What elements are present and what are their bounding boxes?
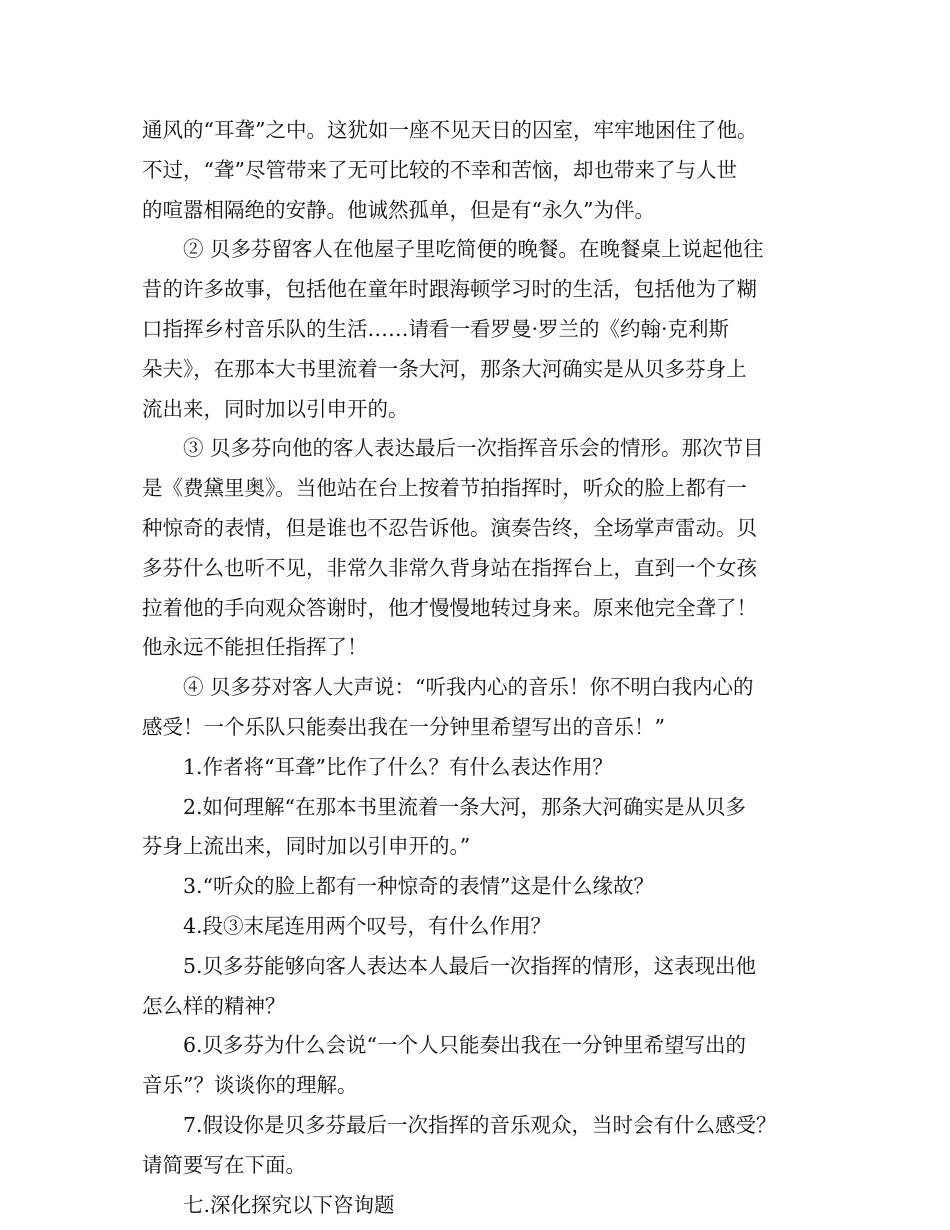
text-line: 是《费黛里奥》。当他站在台上按着节拍指挥时，听众的脸上都有一 — [142, 476, 747, 501]
question-7: 7.假设你是贝多芬最后一次指挥的音乐观众，当时会有什么感受？ — [183, 1112, 777, 1137]
text-line: 不过，“聋”尽管带来了无可比较的不幸和苦恼，却也带来了与人世 — [142, 157, 737, 182]
text-line: 口指挥乡村音乐队的生活……请看一看罗曼·罗兰的《约翰·克利斯 — [142, 316, 730, 341]
question-6: 6.贝多芬为什么会说“一个人只能奏出我在一分钟里希望写出的 — [183, 1033, 747, 1058]
text-line: 他永远不能担任指挥了！ — [142, 635, 368, 660]
question-3: 3.“听众的脸上都有一种惊奇的表情”这是什么缘故？ — [183, 874, 655, 899]
text-line: 请简要写在下面。 — [142, 1152, 306, 1177]
text-line: 芬身上流出来，同时加以引申开的。” — [142, 834, 471, 859]
text-line: 多芬什么也听不见，非常久非常久背身站在指挥台上，直到一个女孩 — [142, 555, 757, 580]
paragraph-4-start: ④ 贝多芬对客人大声说：“听我内心的音乐！你不明白我内心的 — [183, 675, 754, 700]
paragraph-3-start: ③ 贝多芬向他的客人表达最后一次指挥音乐会的情形。那次节目 — [183, 436, 764, 461]
section-heading: 七.深化探究以下咨询题 — [183, 1192, 395, 1217]
question-4: 4.段③末尾连用两个叹号，有什么作用？ — [183, 913, 552, 938]
text-line: 通风的“耳聋”之中。这犹如一座不见天日的囚室，牢牢地困住了他。 — [142, 118, 758, 142]
text-line: 朵夫》，在那本大书里流着一条大河，那条大河确实是从贝多芬身上 — [142, 356, 747, 381]
question-2: 2.如何理解“在那本书里流着一条大河，那条大河确实是从贝多 — [183, 794, 747, 819]
question-1: 1.作者将“耳聋”比作了什么？有什么表达作用？ — [183, 754, 614, 779]
text-line: 音乐”？谈谈你的理解。 — [142, 1073, 358, 1098]
text-line: 拉着他的手向观众答谢时，他才慢慢地转过身来。原来他完全聋了！ — [142, 595, 757, 620]
text-line: 怎么样的精神？ — [142, 993, 286, 1018]
text-line: 种惊奇的表情，但是谁也不忍告诉他。演奏告终，全场掌声雷动。贝 — [142, 515, 757, 540]
text-line: 感受！一个乐队只能奏出我在一分钟里希望写出的音乐！” — [142, 714, 665, 739]
paragraph-2-start: ② 贝多芬留客人在他屋子里吃简便的晚餐。在晚餐桌上说起他往 — [183, 237, 764, 262]
text-line: 流出来，同时加以引申开的。 — [142, 396, 409, 421]
text-line: 的喧嚣相隔绝的安静。他诚然孤单，但是有“永久”为伴。 — [142, 197, 655, 222]
question-5: 5.贝多芬能够向客人表达本人最后一次指挥的情形，这表现出他 — [183, 953, 757, 978]
document-page — [142, 111, 832, 1225]
text-line: 昔的许多故事，包括他在童年时跟海顿学习时的生活，包括他为了糊 — [142, 277, 757, 302]
